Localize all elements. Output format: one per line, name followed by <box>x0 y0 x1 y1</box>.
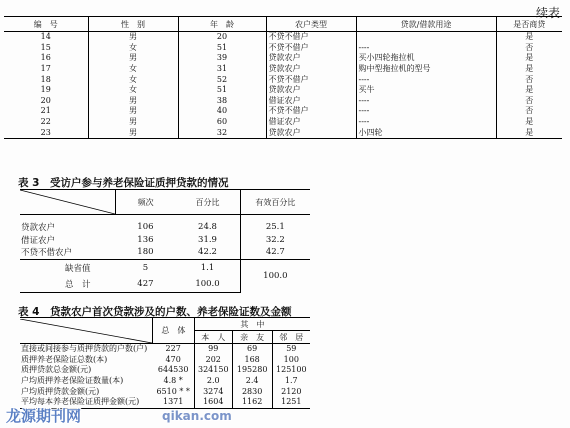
table-cell: 69 <box>232 344 272 355</box>
header-gender: 性 别 <box>88 17 178 32</box>
table-cell: 324150 <box>194 365 232 376</box>
table-cell: 202 <box>194 355 232 366</box>
table-cell: 20 <box>178 32 266 43</box>
table-cell: 否 <box>496 74 562 85</box>
table-cell: 59 <box>272 344 310 355</box>
table-row <box>4 64 562 75</box>
table-cell: 是 <box>496 53 562 64</box>
table-cell: 男 <box>88 127 178 138</box>
table-cell: 23 <box>4 127 88 138</box>
table-row <box>20 386 310 397</box>
table-cell: 不贷不借户 <box>266 32 356 43</box>
table-cell: 是 <box>496 32 562 43</box>
table-cell: 2120 <box>272 386 310 397</box>
table-cell: ---- <box>356 117 496 128</box>
table-cell: 644530 <box>157 365 189 375</box>
table-cell: 是 <box>496 127 562 138</box>
table-cell: 是 <box>496 117 562 128</box>
table-header-row <box>20 318 310 331</box>
table-cell: 227 <box>165 344 181 354</box>
table-row <box>4 74 562 85</box>
table-cell: 168 <box>232 355 272 366</box>
table-cell: 99 <box>194 344 232 355</box>
loan-detail-table <box>4 16 562 139</box>
table-cell: 不贷不借户 <box>266 43 356 54</box>
table-cell: 32 <box>178 127 266 138</box>
table-row: 不贷不借农户 180 42.2 42.7 <box>20 246 310 259</box>
table-cell: 买牛 <box>356 85 496 96</box>
table-header-row <box>20 190 310 215</box>
table-row <box>4 53 562 64</box>
table-cell: 17 <box>40 64 51 74</box>
table-cell: 1371 <box>153 397 195 408</box>
table-cell: 男 <box>88 117 178 128</box>
table-cell: 2830 <box>232 386 272 397</box>
table-cell: 户均质押贷款金额(元) <box>21 386 100 396</box>
table-cell: 男 <box>88 106 178 117</box>
table-row <box>20 376 310 387</box>
table-cell: 质押贷款总金额(元) <box>21 365 92 375</box>
table-header-row <box>4 17 562 32</box>
table-row <box>4 43 562 54</box>
table-cell: ---- <box>356 74 496 85</box>
table-cell: 4.8 * <box>163 376 183 386</box>
table-cell: 22 <box>40 117 51 127</box>
table-cell: 平均每本养老保险证质押金额(元) <box>20 397 153 408</box>
header-frequency: 频次 <box>116 190 176 215</box>
watermark-logo: 龙源期刊网 <box>6 407 82 425</box>
diagonal-header-cell <box>20 190 116 215</box>
table-cell: 100 <box>272 355 310 366</box>
valid-total: 100.0 <box>240 259 310 292</box>
continued-label: 续表 <box>535 6 560 20</box>
table-cell: ---- <box>356 43 496 54</box>
table-cell: 户均质押养老保险证数量(本) <box>21 376 124 386</box>
table-cell: 18 <box>40 74 51 84</box>
table-cell: 质押养老保险证总数(本) <box>21 354 108 364</box>
table-cell: 借证农户 <box>266 96 356 107</box>
table-cell: 是 <box>496 85 562 96</box>
table-row: 借证农户 136 31.9 32.2 <box>20 234 310 247</box>
table-cell: 贷款农户 <box>266 64 356 75</box>
table-row: 缺省值 5 1.1 100.0 <box>20 259 310 276</box>
header-age: 年 龄 <box>178 17 266 32</box>
table-cell: 51 <box>178 43 266 54</box>
diagonal-line-icon <box>20 190 115 214</box>
table-row <box>4 96 562 107</box>
table-cell: 195280 <box>232 365 272 376</box>
table-cell: 贷款农户 <box>266 127 356 138</box>
table-cell: 直接或间接参与质押贷款的户数(户) <box>21 344 148 354</box>
table-cell: ---- <box>356 96 496 107</box>
table-row: 总 计 427 100.0 <box>20 276 310 293</box>
table-cell: 1.7 <box>272 376 310 387</box>
table-row <box>20 365 310 376</box>
table-row <box>4 127 562 138</box>
table-row <box>20 355 310 366</box>
table-cell: 女 <box>88 74 178 85</box>
table-cell: 贷款农户 <box>266 53 356 64</box>
table-cell: 16 <box>40 53 51 63</box>
table-cell: 1162 <box>232 397 272 408</box>
table-cell: 小四轮 <box>356 127 496 138</box>
table-cell: 女 <box>88 43 178 54</box>
table-row <box>20 344 310 355</box>
table-cell: 39 <box>178 53 266 64</box>
table-cell: 19 <box>40 85 51 95</box>
table-cell: 3274 <box>194 386 232 397</box>
table-cell: 1251 <box>272 397 310 408</box>
table-cell: 不贷不借户 <box>266 74 356 85</box>
header-id: 编 号 <box>4 17 88 32</box>
table-cell: 女 <box>88 85 178 96</box>
diagonal-line-icon <box>20 319 152 343</box>
table-cell: 31 <box>178 64 266 75</box>
table-row <box>4 117 562 128</box>
table-cell: ---- <box>356 106 496 117</box>
header-relatives: 亲 友 <box>232 331 272 344</box>
table-row: 贷款农户 106 24.8 25.1 <box>20 221 310 234</box>
table-row <box>4 106 562 117</box>
table3-title: 表 3 受访户参与养老保险证质押贷款的情况 <box>18 177 229 189</box>
table-cell: 2.4 <box>232 376 272 387</box>
header-commercial-loan: 是否商贷 <box>496 17 562 32</box>
table-cell: 15 <box>40 42 51 52</box>
table-cell: 470 <box>165 354 181 364</box>
table-cell: 买小四轮拖拉机 <box>356 53 496 64</box>
table-cell: 借证农户 <box>266 117 356 128</box>
header-valid-percent: 有效百分比 <box>240 190 310 215</box>
table-cell: 20 <box>40 95 51 105</box>
table-row <box>4 85 562 96</box>
table-cell: 52 <box>178 74 266 85</box>
watermark-url: qikan.com <box>162 409 232 423</box>
table-cell: 购中型拖拉机的型号 <box>356 64 496 75</box>
table-cell: 38 <box>178 96 266 107</box>
table-cell <box>356 32 496 43</box>
table-cell: 男 <box>88 96 178 107</box>
table-cell: 贷款农户 <box>266 85 356 96</box>
table-row <box>4 32 562 43</box>
table4-title: 表 4 贷款农户首次贷款涉及的户数、养老保险证数及金额 <box>18 306 292 318</box>
header-self: 本 人 <box>194 331 232 344</box>
table-cell: 21 <box>40 106 51 116</box>
header-total: 总 体 <box>153 318 195 344</box>
header-group: 其 中 <box>194 318 310 331</box>
header-neighbors: 邻 居 <box>272 331 310 344</box>
table-cell: 125100 <box>272 365 310 376</box>
table-cell: 60 <box>178 117 266 128</box>
diagonal-header-cell <box>20 318 153 344</box>
table-cell: 40 <box>178 106 266 117</box>
table-cell: 6510 * * <box>156 386 190 396</box>
table-cell: 否 <box>496 43 562 54</box>
table-cell: 女 <box>88 64 178 75</box>
table-cell: 51 <box>178 85 266 96</box>
pledge-participation-table <box>20 189 310 293</box>
header-percent: 百分比 <box>175 190 240 215</box>
header-loan-purpose: 贷款/借款用途 <box>356 17 496 32</box>
table-cell: 不贷不借户 <box>266 106 356 117</box>
table-cell: 男 <box>88 53 178 64</box>
table-cell: 2.0 <box>194 376 232 387</box>
header-household-type: 农户类型 <box>266 17 356 32</box>
table-cell: 男 <box>88 32 178 43</box>
table-cell: 是 <box>496 64 562 75</box>
table-cell: 1604 <box>194 397 232 408</box>
table-cell: 14 <box>40 32 51 42</box>
table-cell: 否 <box>496 106 562 117</box>
table-cell: 否 <box>496 96 562 107</box>
first-loan-table <box>20 317 310 409</box>
